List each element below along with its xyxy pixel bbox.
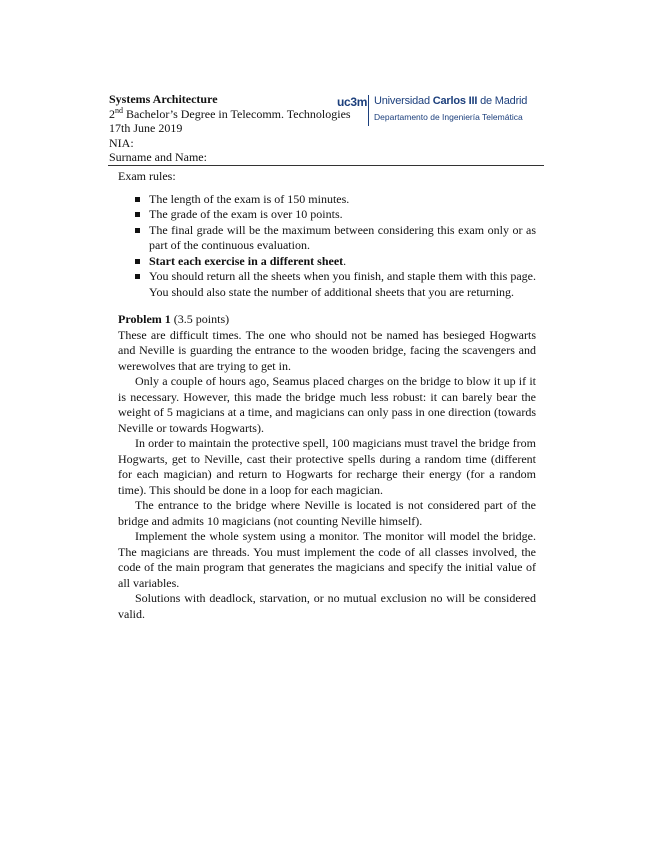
university-prefix: Universidad xyxy=(374,95,433,107)
bullet-icon xyxy=(135,274,140,279)
rule-text: You should return all the sheets when you finish, and staple them with this page. You should also state the number of additional sheets that you are returning. xyxy=(149,269,536,299)
exam-rules-list xyxy=(118,192,536,301)
problem-paragraph: In order to maintain the protective spell, 100 magicians must travel the bridge from Hogwarts, get to Neville, cast their protective spells during a random time (different for each magician) and return to Hogwarts for recharge their energy (for a random time). This should be done in a loop for each magician. xyxy=(118,436,536,497)
problem-paragraph: The entrance to the bridge where Neville is located is not considered part of the bridge and admits 10 magicians (not counting Neville himself). xyxy=(118,498,536,528)
name-label: Surname and Name: xyxy=(109,150,207,164)
university-name xyxy=(374,95,527,107)
degree-superscript: nd xyxy=(115,105,123,115)
rule-text: The final grade will be the maximum between considering this exam only or as part of the continuous evaluation. xyxy=(149,222,536,252)
university-suffix: de Madrid xyxy=(477,95,528,107)
problem-paragraph: Implement the whole system using a monitor. The monitor will model the bridge. The magicians are threads. You must implement the code of all classes involved, the code of the main program that generates the magicians and specify the initial value of all variables. xyxy=(118,529,536,590)
rule-text: The length of the exam is of 150 minutes. xyxy=(149,191,350,206)
logo-divider xyxy=(368,95,369,126)
rule-period: . xyxy=(343,253,347,268)
rule-item xyxy=(131,207,536,223)
problem-points: (3.5 points) xyxy=(170,312,230,326)
problem-heading xyxy=(118,312,536,328)
uc3m-logo-text: uc3m xyxy=(337,95,368,109)
rule-item xyxy=(131,254,536,270)
department-name: Departamento de Ingeniería Telemática xyxy=(374,112,523,122)
bullet-icon xyxy=(135,259,140,264)
problem-paragraph: Solutions with deadlock, starvation, or no mutual exclusion no will be considered valid. xyxy=(118,591,536,621)
rule-text: The grade of the exam is over 10 points. xyxy=(149,207,343,221)
bullet-icon xyxy=(135,228,140,233)
exam-rules-heading: Exam rules: xyxy=(118,169,176,183)
problem-paragraph: These are difficult times. The one who should not be named has besieged Hogwarts and Neville is guarding the entrance to the wooden bridge, facing the scavengers and werewolves that are trying to get in. xyxy=(118,327,536,373)
bullet-icon xyxy=(135,197,140,202)
nia-label: NIA: xyxy=(109,135,134,150)
university-bold: Carlos III xyxy=(432,95,478,107)
rule-item xyxy=(131,269,536,300)
rule-text-bold: Start each exercise in a different sheet xyxy=(149,253,344,268)
degree-name: Bachelor’s Degree in Telecomm. Technologies xyxy=(123,106,351,121)
course-title: Systems Architecture xyxy=(109,92,218,106)
exam-content xyxy=(118,169,536,622)
rule-item xyxy=(131,192,536,208)
exam-header xyxy=(109,92,369,165)
header-divider xyxy=(108,165,544,166)
degree-ordinal: 2 xyxy=(109,106,115,121)
bullet-icon xyxy=(135,212,140,217)
problem-paragraph: Only a couple of hours ago, Seamus placed charges on the bridge to blow it up if it is necessary. However, this made the bridge much less robust: it can barely bear the weight of 5 magicians at a time, and magicians can only pass in one direction (towards Neville or towards Hogwarts). xyxy=(118,374,536,435)
university-logo xyxy=(337,95,542,129)
problem-title: Problem 1 xyxy=(118,312,171,326)
exam-date: 17th June 2019 xyxy=(109,121,183,135)
rule-item xyxy=(131,223,536,254)
degree-line xyxy=(109,107,369,122)
